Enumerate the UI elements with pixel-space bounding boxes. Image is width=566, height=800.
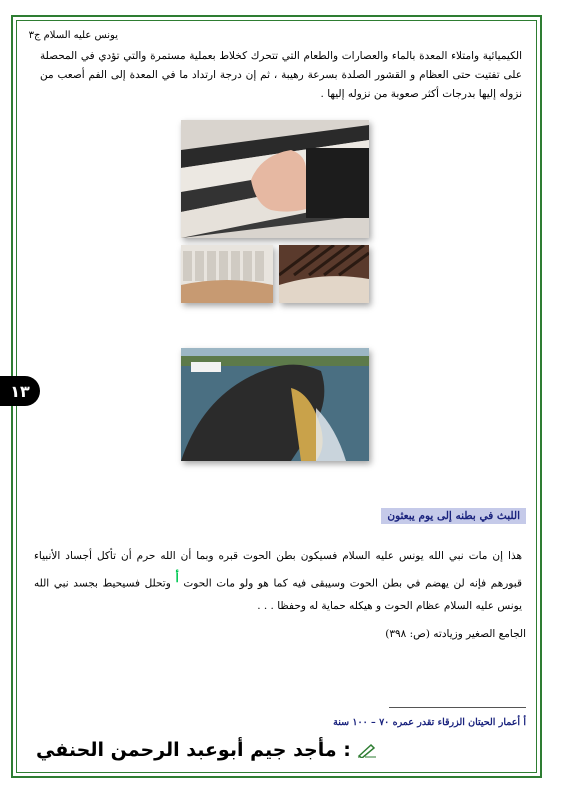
paragraph-line-1: هذا إن مات نبي الله يونس عليه السلام فسيكون بطن الحوت قبره وبما أن الله حرم أن تأكل أجساد الأنبياء قبورهم فإنه لن يهضم في بطن الحوت <box>34 550 522 590</box>
paragraph-line-2a: وسيبقى فيه كما هو ولو مات الحوت <box>183 577 346 590</box>
baleen-dark-photo <box>279 245 369 303</box>
section-heading: اللبث في بطنه إلى يوم يبعثون <box>381 508 526 524</box>
paragraph-stomach: الكيميائية وامتلاء المعدة بالماء والعصارات والطعام التي تتحرك كخلاط بعملية مستمرة والتي تؤدي في المحصلة على تفتيت حتى العظام و القشور الصلدة بسرعة رهيبة ، ثم إن درجة ارتداد ما في المعدة إلى الفم أصعب من نزوله إليها بدرجات أكثر صعوبة من نزوله إليها . <box>40 50 522 100</box>
signature-text: : مأجد جيم أبوعبد الرحمن الحنفي <box>36 739 351 761</box>
paragraph-burial <box>34 545 522 617</box>
running-header: يونس عليه السلام ج٣ <box>28 30 118 41</box>
footnote-divider <box>389 707 526 708</box>
humpback-whale-photo <box>181 348 369 461</box>
baleen-edge-photo <box>181 245 273 303</box>
author-signature <box>36 738 377 762</box>
footnote-text: أ أعمار الحيتان الزرقاء تقدر عمره ٧٠ – ١٠٠ سنة <box>333 717 526 728</box>
footnote-marker[interactable]: أ <box>175 571 179 585</box>
paragraph-line-2b: وتحلل فسيحيط بجسد نبي الله يونس عليه السلام عظام الحوت و هيكله حماية له وحفظا . . . <box>34 577 522 612</box>
pen-icon <box>357 742 377 758</box>
baleen-hand-photo <box>181 120 369 238</box>
source-citation: الجامع الصغير وزيادته (ص: ٣٩٨) <box>385 628 526 640</box>
page-number-tab: ١٣ <box>0 376 40 406</box>
